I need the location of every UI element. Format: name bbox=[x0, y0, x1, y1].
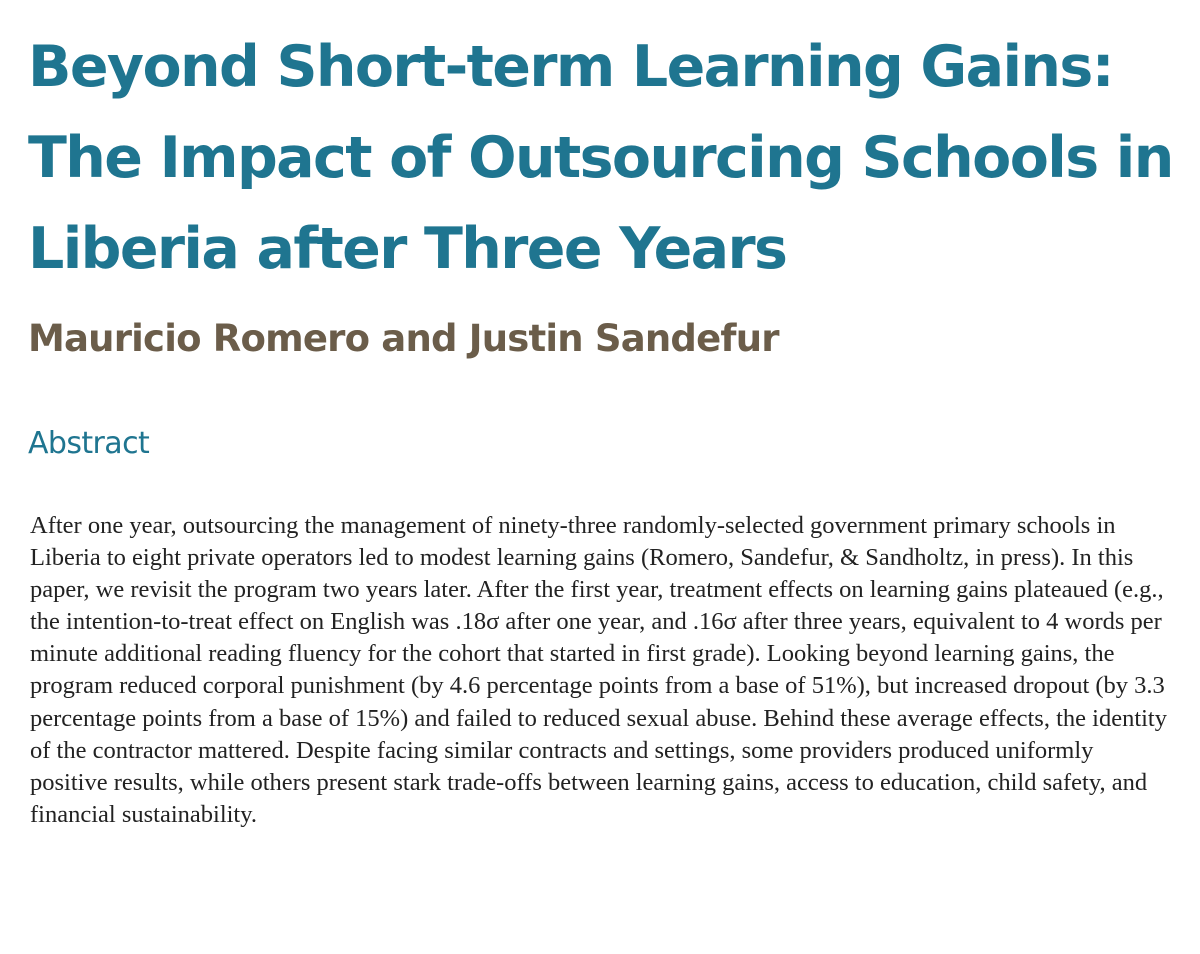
abstract-heading: Abstract bbox=[28, 426, 150, 461]
paper-authors: Mauricio Romero and Justin Sandefur bbox=[28, 317, 779, 360]
abstract-text: After one year, outsourcing the management of ninety-three randomly-selected government primary schools in Liberia to eight private operators led to modest learning gains (Romero, Sandefur, & Sandholtz, in press). In this paper, we revisit the program two years later. After the first year, treatment effects on learning gains plateaued (e.g., the intention-to-treat effect on English was .18σ after one year, and .16σ after three years, equivalent to 4 words per minute additional reading fluency for the cohort that started in first grade). Looking beyond learning gains, the program reduced corporal punishment (by 4.6 percentage points from a base of 51%), but increased dropout (by 3.3 percentage points from a base of 15%) and failed to reduced sexual abuse. Behind these average effects, the identity of the contractor mattered. Despite facing similar contracts and settings, some providers produced uniformly positive results, while others present stark trade-offs between learning gains, access to education, child safety, and financial sustainability. bbox=[30, 512, 1167, 828]
paper-title: Beyond Short-term Learning Gains: The Impact of Outsourcing Schools in Liberia after Three Years bbox=[28, 34, 1173, 282]
